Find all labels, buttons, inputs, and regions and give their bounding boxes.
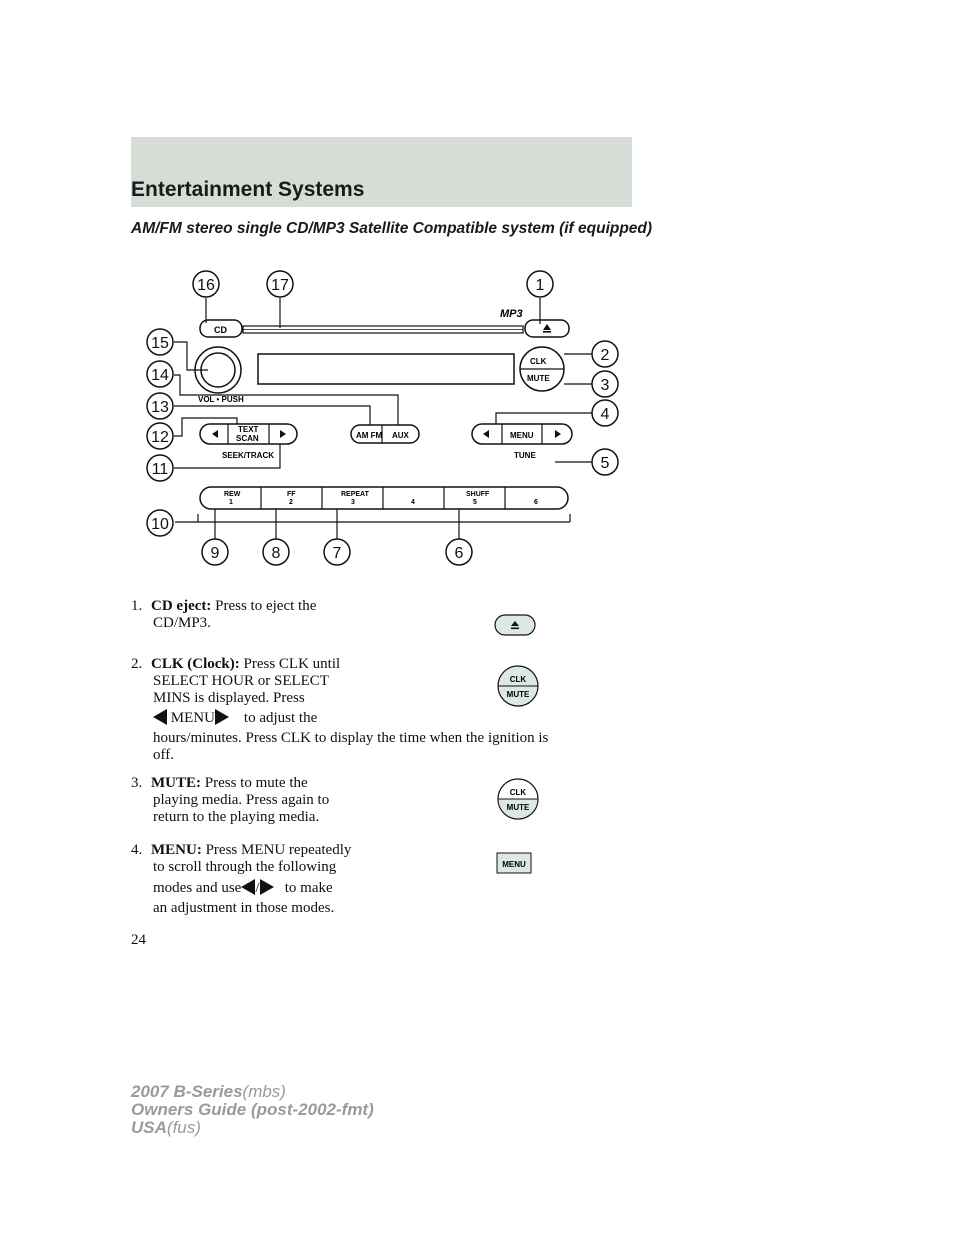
right-arrow-icon bbox=[215, 709, 229, 725]
callout-1: 1 bbox=[535, 277, 545, 294]
svg-text:SHUFF: SHUFF bbox=[466, 491, 490, 498]
svg-text:4: 4 bbox=[411, 499, 415, 506]
preset-buttons bbox=[200, 487, 568, 509]
callout-9: 9 bbox=[210, 545, 220, 562]
svg-text:MENU: MENU bbox=[502, 860, 526, 869]
svg-text:MUTE: MUTE bbox=[506, 803, 530, 812]
svg-text:1: 1 bbox=[229, 499, 233, 506]
page-title: Entertainment Systems bbox=[131, 178, 365, 201]
page-number: 24 bbox=[131, 932, 146, 948]
svg-text:2: 2 bbox=[289, 499, 293, 506]
callout-10: 10 bbox=[151, 516, 169, 533]
svg-text:3: 3 bbox=[351, 499, 355, 506]
callout-2: 2 bbox=[600, 347, 610, 364]
menu-button-icon bbox=[496, 852, 532, 879]
callout-12: 12 bbox=[151, 429, 169, 446]
entry-menu: 4. MENU: Press MENU repeatedly to scroll through the following modes and use / to make an adjustment in those modes. bbox=[131, 842, 352, 916]
svg-text:AUX: AUX bbox=[392, 431, 409, 440]
left-arrow-icon bbox=[241, 879, 255, 895]
entry-clk: 2. CLK (Clock): Press CLK until SELECT HOUR or SELECT MINS is displayed. Press MENU to adjust the hours/minutes. Press CLK to display the time when the ignition is off. bbox=[131, 656, 549, 763]
display-screen bbox=[258, 354, 514, 384]
svg-text:TEXT: TEXT bbox=[238, 425, 259, 434]
svg-text:MUTE: MUTE bbox=[527, 374, 550, 383]
callout-14: 14 bbox=[151, 367, 169, 384]
svg-text:CLK: CLK bbox=[530, 357, 547, 366]
svg-text:5: 5 bbox=[473, 499, 477, 506]
svg-text:MUTE: MUTE bbox=[506, 690, 530, 699]
callout-15: 15 bbox=[151, 335, 169, 352]
vol-label: VOL • PUSH bbox=[198, 395, 244, 404]
callout-8: 8 bbox=[271, 545, 281, 562]
svg-text:SCAN: SCAN bbox=[236, 434, 259, 443]
svg-text:6: 6 bbox=[534, 499, 538, 506]
svg-text:CLK: CLK bbox=[509, 675, 527, 684]
svg-text:MENU: MENU bbox=[510, 431, 534, 440]
callout-13: 13 bbox=[151, 399, 169, 416]
left-arrow-icon bbox=[153, 709, 167, 725]
svg-text:TUNE: TUNE bbox=[514, 451, 536, 460]
svg-text:REW: REW bbox=[224, 491, 241, 498]
svg-text:SEEK/TRACK: SEEK/TRACK bbox=[222, 451, 275, 460]
callout-5: 5 bbox=[600, 455, 610, 472]
callout-7: 7 bbox=[332, 545, 342, 562]
svg-text:AM FM: AM FM bbox=[356, 431, 383, 440]
callout-11: 11 bbox=[151, 461, 169, 478]
cd-label: CD bbox=[214, 325, 227, 335]
mute-button-icon bbox=[496, 777, 540, 826]
entry-mute: 3. MUTE: Press to mute the playing media. Press again to return to the playing media. bbox=[131, 775, 330, 825]
mp3-logo: MP3 bbox=[500, 308, 523, 320]
clk-button-icon bbox=[496, 664, 540, 713]
svg-text:FF: FF bbox=[287, 491, 296, 498]
section-subtitle: AM/FM stereo single CD/MP3 Satellite Compatible system (if equipped) bbox=[131, 220, 653, 237]
right-arrow-icon bbox=[260, 879, 274, 895]
svg-text:REPEAT: REPEAT bbox=[341, 491, 369, 498]
callout-6: 6 bbox=[454, 545, 464, 562]
callout-17: 17 bbox=[271, 277, 289, 294]
entry-cd-eject: 1. CD eject: Press to eject the CD/MP3. bbox=[131, 598, 317, 631]
callout-4: 4 bbox=[600, 406, 610, 423]
footer: 2007 B-Series(mbs) Owners Guide (post-2002-fmt) USA(fus) bbox=[131, 1082, 374, 1137]
eject-button-icon bbox=[494, 614, 536, 641]
callout-3: 3 bbox=[600, 377, 610, 394]
callout-16: 16 bbox=[197, 277, 215, 294]
svg-text:CLK: CLK bbox=[509, 788, 527, 797]
radio-diagram bbox=[130, 258, 640, 578]
